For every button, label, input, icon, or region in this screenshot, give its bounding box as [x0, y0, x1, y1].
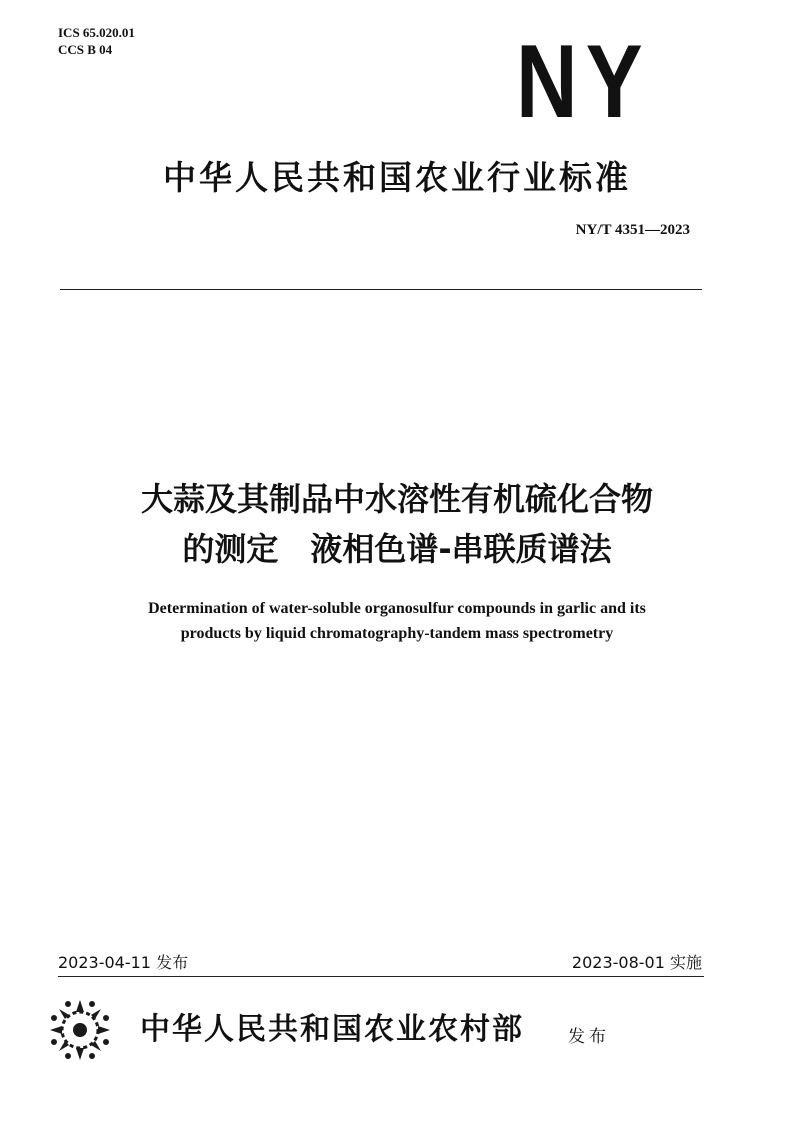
title-cn-line2: 的测定 液相色谱-串联质谱法	[182, 530, 612, 568]
title-en-line1: Determination of water-soluble organosulfur compounds in garlic and its	[148, 600, 646, 617]
title-cn-line1: 大蒜及其制品中水溶性有机硫化合物	[140, 480, 653, 518]
publish-date: 2023-04-11 发布	[58, 953, 189, 972]
header-divider	[60, 289, 702, 290]
implement-date: 2023-08-01 实施	[571, 953, 702, 972]
footer-divider	[58, 976, 704, 977]
standard-title: 中华人民共和国农业行业标准	[163, 158, 631, 197]
document-title-cn	[0, 474, 794, 574]
ics-code: ICS 65.020.01	[58, 25, 135, 40]
standard-number: NY/T 4351—2023	[575, 222, 690, 238]
issue-label: 发布	[568, 1027, 610, 1047]
ministry-emblem-icon	[48, 998, 112, 1062]
ny-logo: NY	[516, 24, 651, 140]
document-title-en	[0, 596, 794, 646]
title-en-line2: products by liquid chromatography-tandem mass spectrometry	[180, 625, 614, 642]
issuing-authority: 中华人民共和国农业农村部	[140, 1012, 524, 1047]
classification-codes	[58, 24, 135, 58]
ccs-code: CCS B 04	[58, 42, 113, 57]
